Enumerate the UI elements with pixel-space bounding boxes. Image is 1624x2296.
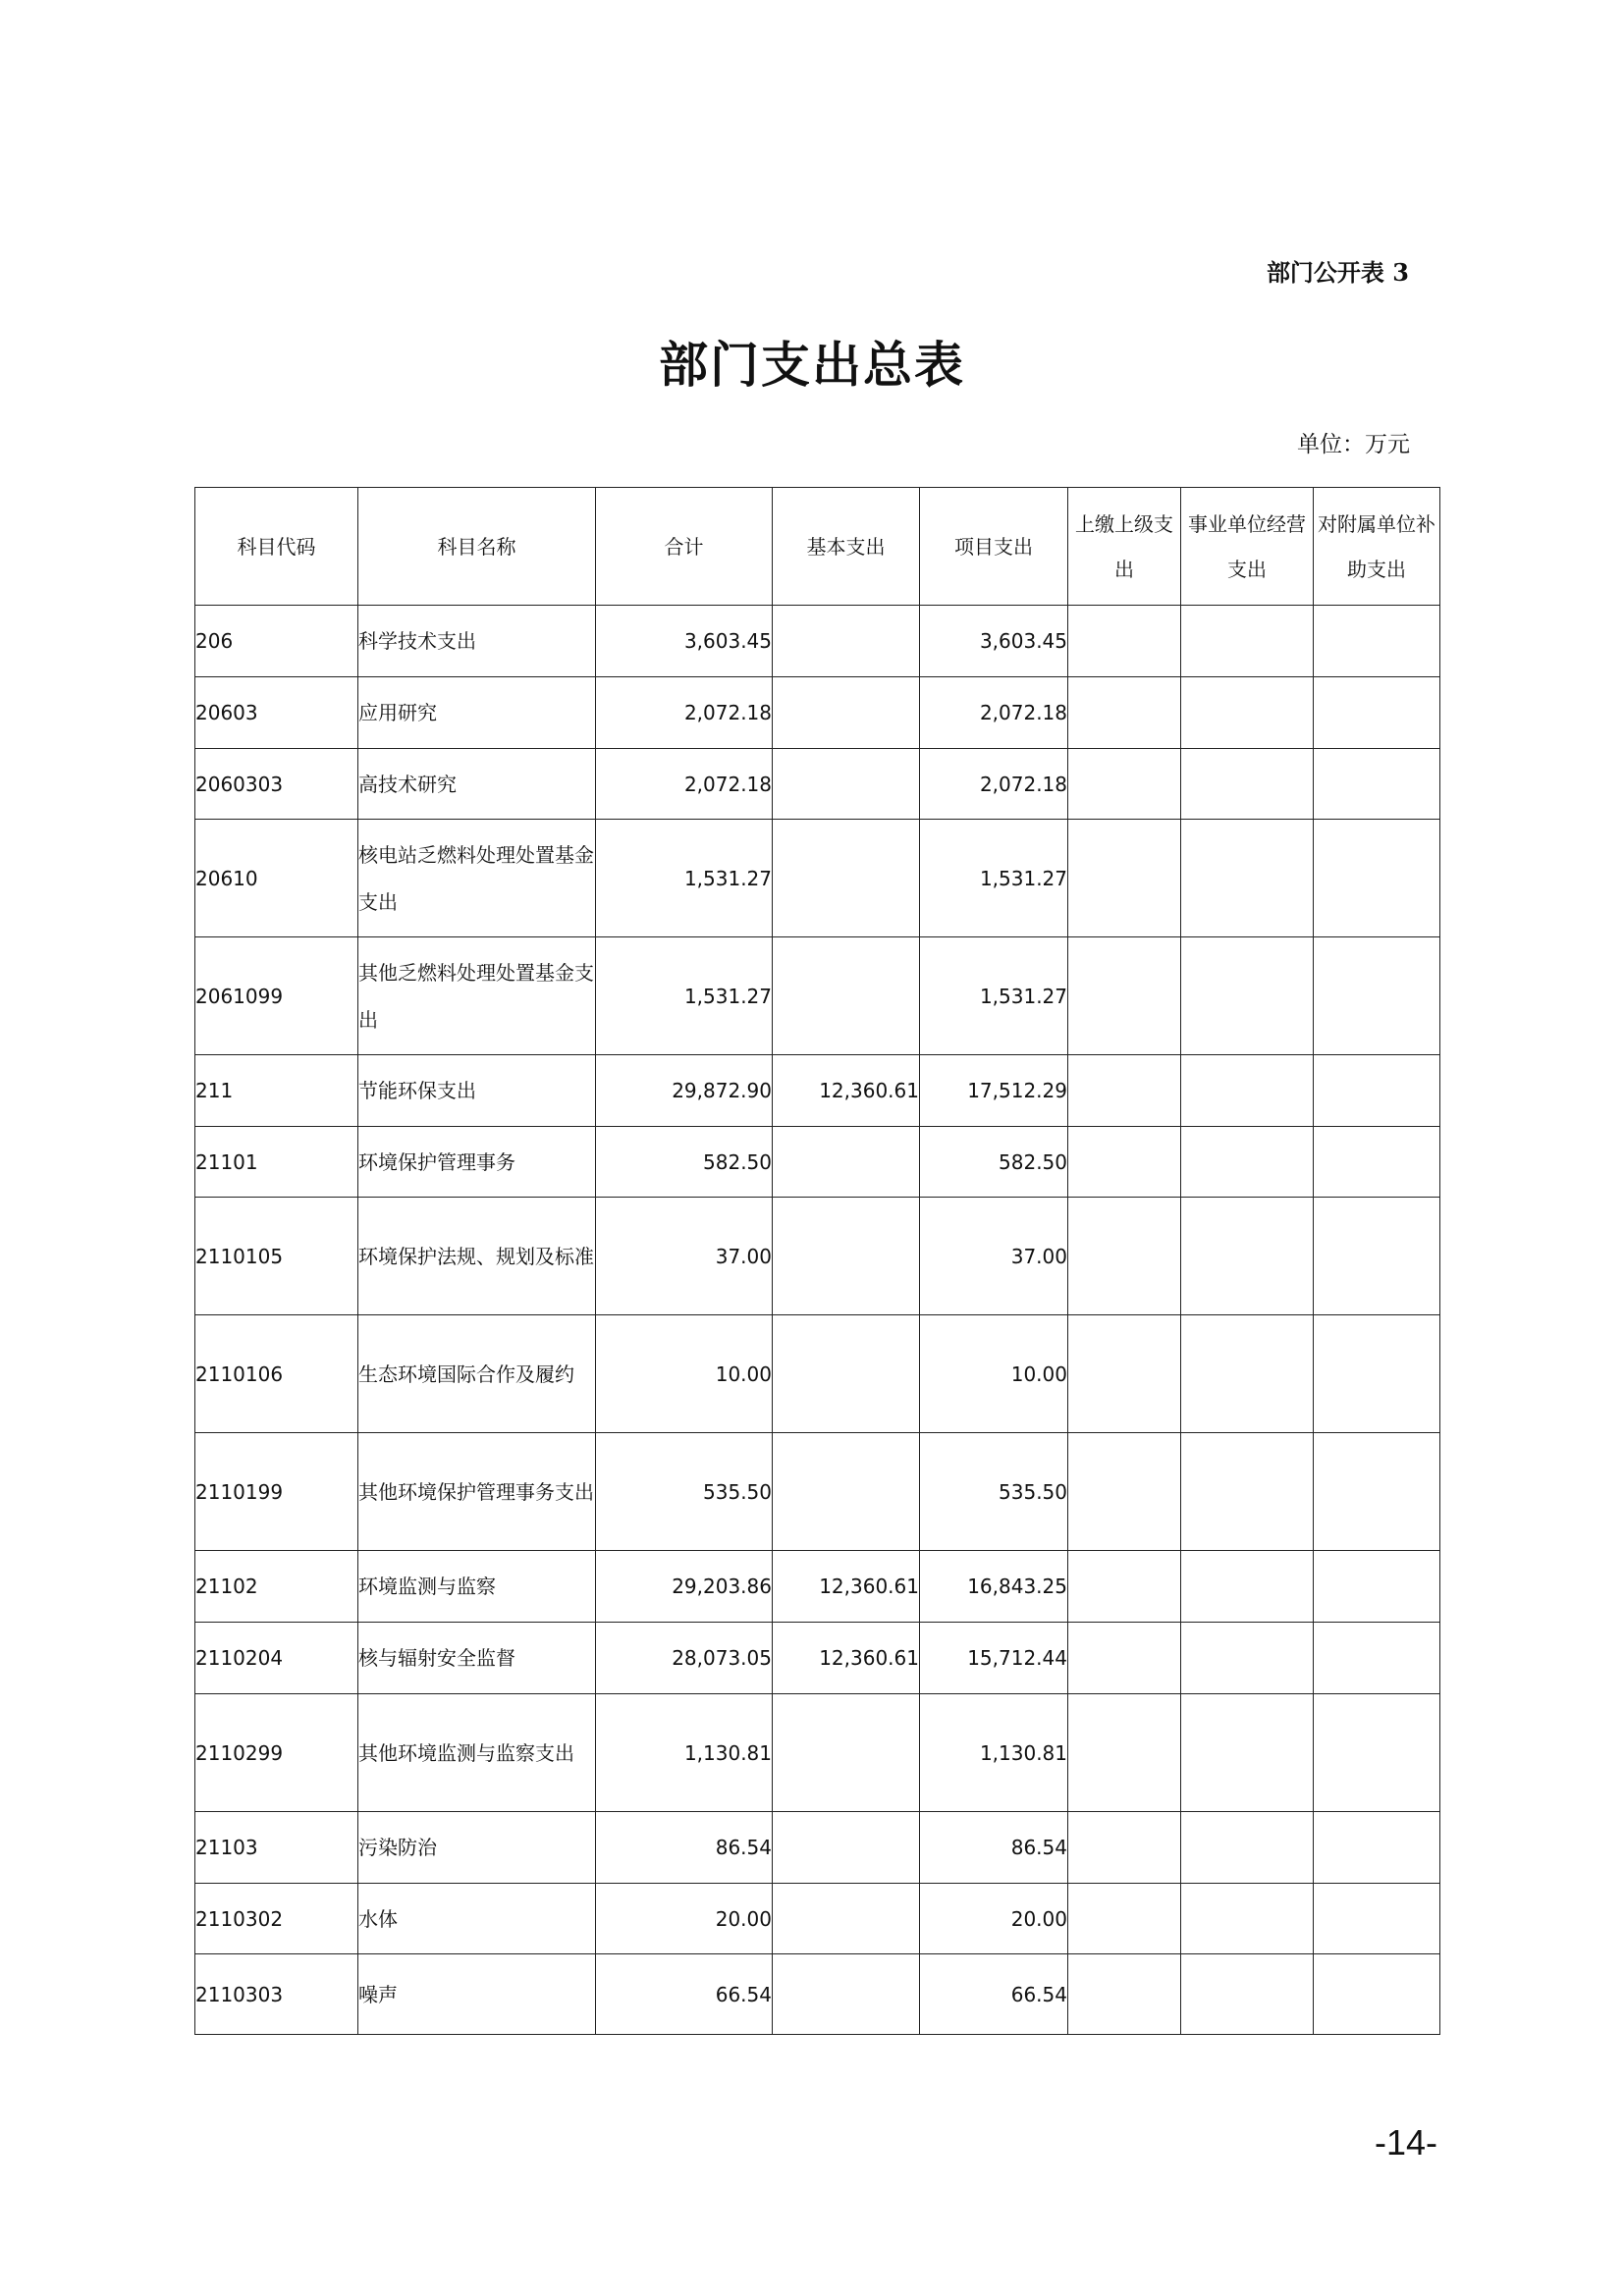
cell-upper <box>1068 1433 1181 1551</box>
cell-basic <box>773 1315 920 1433</box>
cell-basic <box>773 1884 920 1954</box>
cell-business <box>1181 1623 1314 1694</box>
cell-subsidy <box>1314 937 1440 1055</box>
cell-subsidy <box>1314 606 1440 677</box>
cell-basic: 12,360.61 <box>773 1055 920 1127</box>
table-row <box>195 1315 1440 1433</box>
table-row <box>195 1812 1440 1884</box>
cell-basic <box>773 820 920 937</box>
table-row <box>195 1694 1440 1812</box>
table-label: 部门公开表 3 <box>1266 258 1409 287</box>
cell-project: 66.54 <box>920 1954 1068 2035</box>
cell-code: 21101 <box>195 1127 358 1198</box>
cell-name: 环境保护法规、规划及标准 <box>358 1198 596 1315</box>
cell-code: 21103 <box>195 1812 358 1884</box>
cell-business <box>1181 1315 1314 1433</box>
cell-total: 66.54 <box>596 1954 773 2035</box>
cell-project: 2,072.18 <box>920 749 1068 820</box>
cell-name: 核与辐射安全监督 <box>358 1623 596 1694</box>
cell-basic <box>773 1812 920 1884</box>
cell-total: 535.50 <box>596 1433 773 1551</box>
cell-subsidy <box>1314 1551 1440 1623</box>
cell-code: 2110106 <box>195 1315 358 1433</box>
cell-subsidy <box>1314 1433 1440 1551</box>
cell-upper <box>1068 677 1181 749</box>
cell-code: 2110302 <box>195 1884 358 1954</box>
cell-total: 2,072.18 <box>596 677 773 749</box>
cell-code: 2110105 <box>195 1198 358 1315</box>
cell-upper <box>1068 1315 1181 1433</box>
cell-project: 20.00 <box>920 1884 1068 1954</box>
cell-subsidy <box>1314 749 1440 820</box>
cell-subsidy <box>1314 1055 1440 1127</box>
cell-total: 29,872.90 <box>596 1055 773 1127</box>
cell-subsidy <box>1314 1315 1440 1433</box>
cell-code: 20603 <box>195 677 358 749</box>
cell-code: 211 <box>195 1055 358 1127</box>
cell-name: 污染防治 <box>358 1812 596 1884</box>
cell-code: 2060303 <box>195 749 358 820</box>
cell-total: 2,072.18 <box>596 749 773 820</box>
cell-code: 2110199 <box>195 1433 358 1551</box>
column-header: 基本支出 <box>773 488 920 606</box>
cell-upper <box>1068 937 1181 1055</box>
cell-total: 582.50 <box>596 1127 773 1198</box>
cell-upper <box>1068 1055 1181 1127</box>
cell-name: 核电站乏燃料处理处置基金支出 <box>358 820 596 937</box>
column-header: 科目名称 <box>358 488 596 606</box>
cell-total: 1,130.81 <box>596 1694 773 1812</box>
cell-upper <box>1068 1694 1181 1812</box>
cell-business <box>1181 820 1314 937</box>
cell-upper <box>1068 606 1181 677</box>
expenditure-table <box>194 487 1440 2035</box>
cell-basic <box>773 1127 920 1198</box>
cell-name: 水体 <box>358 1884 596 1954</box>
cell-upper <box>1068 820 1181 937</box>
cell-subsidy <box>1314 1198 1440 1315</box>
column-header: 上缴上级支出 <box>1068 488 1181 606</box>
cell-business <box>1181 1812 1314 1884</box>
cell-name: 节能环保支出 <box>358 1055 596 1127</box>
unit-label: 单位：万元 <box>1297 432 1410 457</box>
cell-business <box>1181 1551 1314 1623</box>
cell-code: 206 <box>195 606 358 677</box>
column-header: 事业单位经营支出 <box>1181 488 1314 606</box>
cell-project: 2,072.18 <box>920 677 1068 749</box>
cell-project: 1,531.27 <box>920 937 1068 1055</box>
cell-name: 其他环境保护管理事务支出 <box>358 1433 596 1551</box>
cell-project: 1,531.27 <box>920 820 1068 937</box>
cell-name: 应用研究 <box>358 677 596 749</box>
column-header: 对附属单位补助支出 <box>1314 488 1440 606</box>
cell-subsidy <box>1314 820 1440 937</box>
cell-name: 环境保护管理事务 <box>358 1127 596 1198</box>
cell-subsidy <box>1314 1127 1440 1198</box>
cell-code: 20610 <box>195 820 358 937</box>
table-row <box>195 1623 1440 1694</box>
cell-total: 1,531.27 <box>596 937 773 1055</box>
cell-business <box>1181 1198 1314 1315</box>
table-row <box>195 1198 1440 1315</box>
cell-subsidy <box>1314 1694 1440 1812</box>
cell-upper <box>1068 1127 1181 1198</box>
cell-business <box>1181 1433 1314 1551</box>
table-row <box>195 1127 1440 1198</box>
cell-project: 86.54 <box>920 1812 1068 1884</box>
table-row <box>195 937 1440 1055</box>
page-number: -14- <box>1374 2122 1437 2163</box>
cell-upper <box>1068 1954 1181 2035</box>
column-header: 合计 <box>596 488 773 606</box>
cell-business <box>1181 937 1314 1055</box>
cell-code: 21102 <box>195 1551 358 1623</box>
cell-name: 其他环境监测与监察支出 <box>358 1694 596 1812</box>
table-row <box>195 749 1440 820</box>
table-row <box>195 1884 1440 1954</box>
cell-code: 2110303 <box>195 1954 358 2035</box>
table-row <box>195 606 1440 677</box>
cell-business <box>1181 1954 1314 2035</box>
cell-name: 环境监测与监察 <box>358 1551 596 1623</box>
cell-total: 1,531.27 <box>596 820 773 937</box>
cell-name: 生态环境国际合作及履约 <box>358 1315 596 1433</box>
cell-business <box>1181 1694 1314 1812</box>
cell-business <box>1181 1055 1314 1127</box>
table-row <box>195 820 1440 937</box>
cell-subsidy <box>1314 1884 1440 1954</box>
cell-code: 2110204 <box>195 1623 358 1694</box>
cell-basic: 12,360.61 <box>773 1623 920 1694</box>
cell-basic <box>773 937 920 1055</box>
cell-upper <box>1068 1884 1181 1954</box>
cell-name: 高技术研究 <box>358 749 596 820</box>
cell-project: 1,130.81 <box>920 1694 1068 1812</box>
cell-name: 科学技术支出 <box>358 606 596 677</box>
cell-project: 10.00 <box>920 1315 1068 1433</box>
cell-basic: 12,360.61 <box>773 1551 920 1623</box>
cell-name: 噪声 <box>358 1954 596 2035</box>
page-title: 部门支出总表 <box>659 336 965 394</box>
table-row <box>195 1055 1440 1127</box>
cell-business <box>1181 1884 1314 1954</box>
cell-total: 86.54 <box>596 1812 773 1884</box>
cell-basic <box>773 677 920 749</box>
column-header: 科目代码 <box>195 488 358 606</box>
cell-upper <box>1068 1551 1181 1623</box>
cell-project: 17,512.29 <box>920 1055 1068 1127</box>
table-row <box>195 1433 1440 1551</box>
cell-total: 29,203.86 <box>596 1551 773 1623</box>
cell-business <box>1181 677 1314 749</box>
cell-subsidy <box>1314 1623 1440 1694</box>
cell-total: 28,073.05 <box>596 1623 773 1694</box>
table-row <box>195 1551 1440 1623</box>
cell-upper <box>1068 1812 1181 1884</box>
table-body <box>195 606 1440 2035</box>
cell-business <box>1181 606 1314 677</box>
cell-basic <box>773 606 920 677</box>
cell-basic <box>773 1954 920 2035</box>
table-header-row <box>195 488 1440 606</box>
table-row <box>195 677 1440 749</box>
cell-total: 10.00 <box>596 1315 773 1433</box>
cell-code: 2061099 <box>195 937 358 1055</box>
cell-basic <box>773 1198 920 1315</box>
cell-basic <box>773 1433 920 1551</box>
cell-project: 15,712.44 <box>920 1623 1068 1694</box>
column-header: 项目支出 <box>920 488 1068 606</box>
cell-total: 20.00 <box>596 1884 773 1954</box>
cell-project: 16,843.25 <box>920 1551 1068 1623</box>
cell-name: 其他乏燃料处理处置基金支出 <box>358 937 596 1055</box>
cell-business <box>1181 1127 1314 1198</box>
cell-basic <box>773 749 920 820</box>
cell-project: 582.50 <box>920 1127 1068 1198</box>
cell-upper <box>1068 1623 1181 1694</box>
cell-code: 2110299 <box>195 1694 358 1812</box>
cell-subsidy <box>1314 1954 1440 2035</box>
cell-basic <box>773 1694 920 1812</box>
cell-upper <box>1068 749 1181 820</box>
cell-business <box>1181 749 1314 820</box>
table-row <box>195 1954 1440 2035</box>
cell-project: 535.50 <box>920 1433 1068 1551</box>
cell-project: 37.00 <box>920 1198 1068 1315</box>
cell-total: 37.00 <box>596 1198 773 1315</box>
cell-upper <box>1068 1198 1181 1315</box>
cell-subsidy <box>1314 1812 1440 1884</box>
cell-project: 3,603.45 <box>920 606 1068 677</box>
cell-subsidy <box>1314 677 1440 749</box>
cell-total: 3,603.45 <box>596 606 773 677</box>
